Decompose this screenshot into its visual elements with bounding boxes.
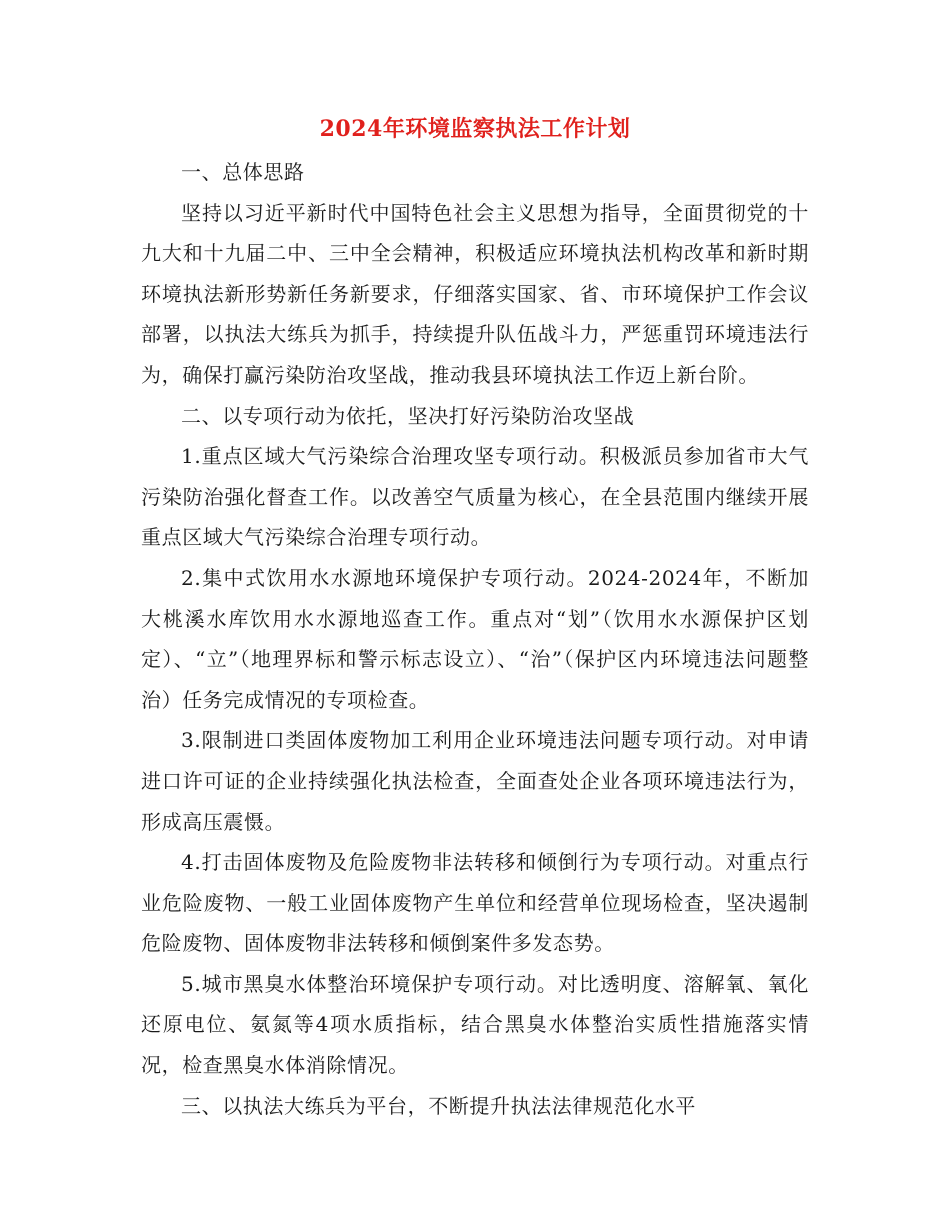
section-heading-training: 三、以执法大练兵为平台，不断提升执法法律规范化水平	[181, 1093, 696, 1118]
paragraph-item-3: 3.限制进口类固体废物加工利用企业环境违法问题专项行动。对申请进口许可证的企业持续强化执法检查，全面查处企业各项环境违法行为，形成高压震慑。	[141, 728, 809, 834]
paragraph-item-2: 2.集中式饮用水水源地环境保护专项行动。2024-2024年，不断加大桃溪水库饮用水水源地巡查工作。重点对“划”（饮用水水源保护区划定）、“立”（地理界标和警示标志设立）、“治”（保护区内环境违法问题整治）任务完成情况的专项检查。	[141, 565, 809, 712]
paragraph-item-4: 4.打击固体废物及危险废物非法转移和倾倒行为专项行动。对重点行业危险废物、一般工业固体废物产生单位和经营单位现场检查，坚决遏制危险废物、固体废物非法转移和倾倒案件多发态势。	[141, 850, 809, 956]
document-title: 2024年环境监察执法工作计划	[319, 116, 631, 142]
paragraph-item-5: 5.城市黑臭水体整治环境保护专项行动。对比透明度、溶解氧、氧化还原电位、氨氮等4项水质指标，结合黑臭水体整治实质性措施落实情况，检查黑臭水体消除情况。	[141, 971, 809, 1078]
document-body	[141, 152, 809, 1126]
paragraph-item-1: 1.重点区域大气污染综合治理攻坚专项行动。积极派员参加省市大气污染防治强化督查工作。以改善空气质量为核心，在全县范围内继续开展重点区域大气污染综合治理专项行动。	[141, 444, 809, 550]
paragraph-overall-approach: 坚持以习近平新时代中国特色社会主义思想为指导，全面贯彻党的十九大和十九届二中、三中全会精神，积极适应环境执法机构改革和新时期环境执法新形势新任务新要求，仔细落实国家、省、市环境保护工作会议部署，以执法大练兵为抓手，持续提升队伍战斗力，严惩重罚环境违法行为，确保打赢污染防治攻坚战，推动我县环境执法工作迈上新台阶。	[141, 200, 809, 387]
section-heading-overall: 一、总体思路	[181, 160, 305, 184]
section-heading-special-actions: 二、以专项行动为依托，坚决打好污染防治攻坚战	[181, 403, 635, 428]
